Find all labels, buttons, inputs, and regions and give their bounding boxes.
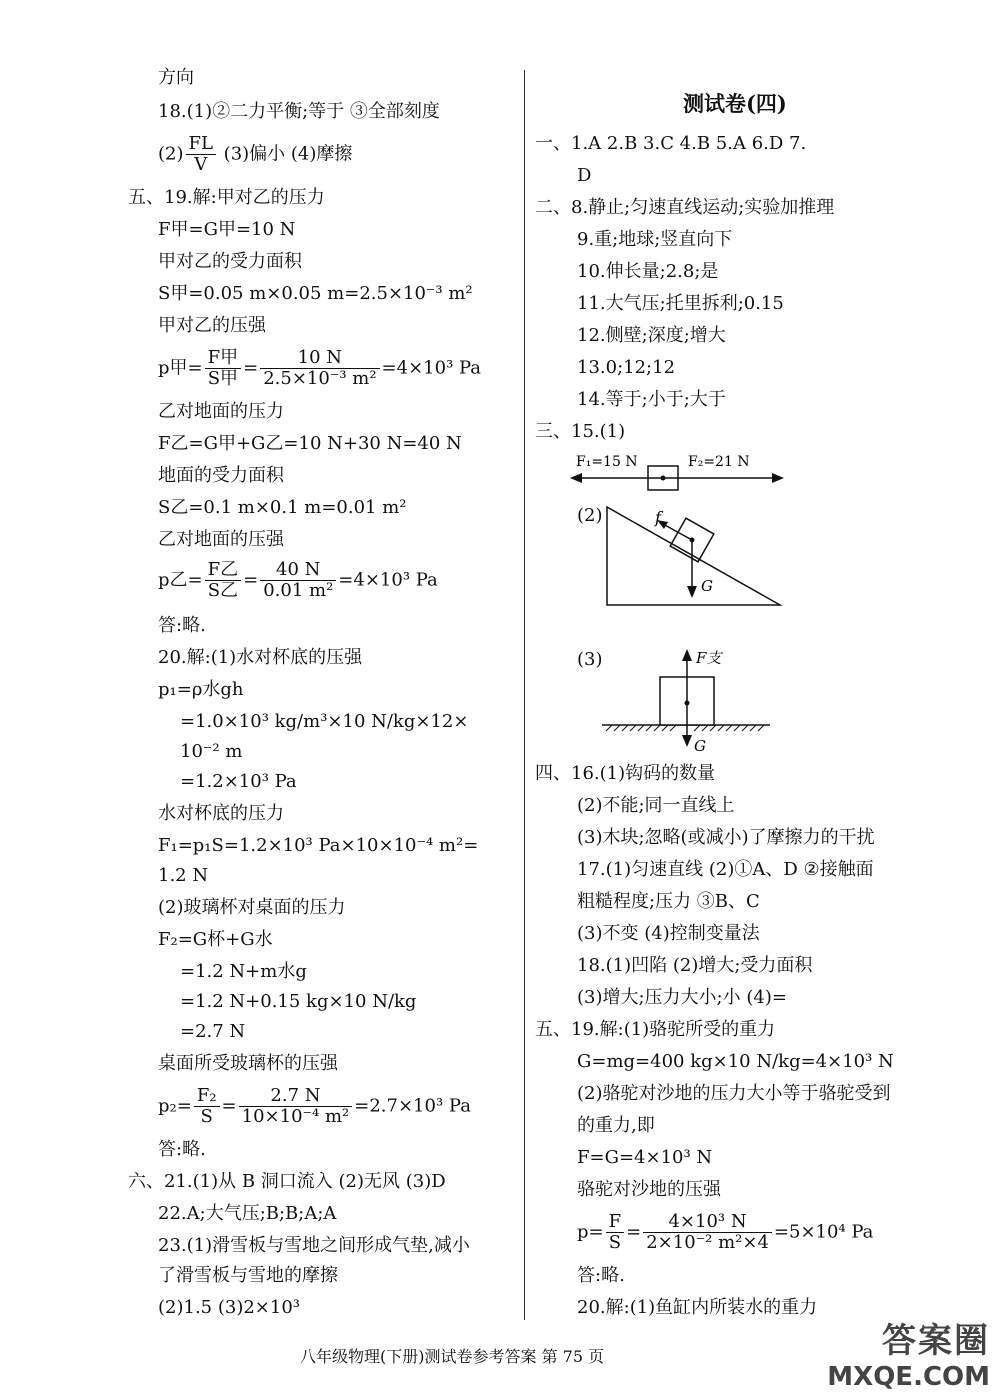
formula-line: 1.2 N — [158, 865, 209, 886]
arrow-left-icon — [570, 473, 582, 483]
text-line: (3)木块;忽略(或减小)了摩擦力的干扰 — [577, 827, 875, 848]
answer-22: 22.A;大气压;B;B;A;A — [158, 1203, 337, 1224]
f2-label: F₂=21 N — [688, 454, 750, 470]
answer-20: 20.解:(1)鱼缸内所装水的重力 — [577, 1297, 818, 1318]
arrow-down-icon — [682, 735, 692, 747]
text-line: 方向 — [158, 67, 194, 88]
text-line: 的重力,即 — [577, 1115, 655, 1136]
text-line: (3)不变 (4)控制变量法 — [577, 923, 760, 944]
arrow-down-icon — [687, 586, 697, 598]
formula-line: p= $\frac{F}{S}$ = $\frac{\text{4×10³ N}}{\text{2×10⁻² m²×4}}$ =5×10⁴ Pa — [577, 1211, 874, 1253]
diagram-incline — [605, 505, 785, 610]
answer-14: 14.等于;小于;大于 — [577, 389, 726, 410]
text-line: 桌面所受玻璃杯的压强 — [158, 1053, 338, 1074]
test-title: 测试卷(四) — [683, 91, 787, 116]
formula-line: G=mg=400 kg×10 N/kg=4×10³ N — [577, 1051, 894, 1072]
text-line: 甲对乙的压强 — [158, 315, 266, 336]
formula-line: S甲=0.05 m×0.05 m=2.5×10⁻³ m² — [158, 283, 473, 304]
text-line: 骆驼对沙地的压强 — [577, 1179, 721, 1200]
formula-line: =2.7 N — [180, 1021, 246, 1042]
answer-18: 18.(1)②二力平衡;等于 ③全部刻度 — [158, 101, 440, 122]
f-label: f — [655, 508, 661, 527]
formula-line: 10⁻² m — [180, 741, 243, 762]
answer-18-2: (2) $\frac{FL}{V}$ (3)偏小 (4)摩擦 — [158, 133, 353, 175]
formula-line: F₂=G杯+G水 — [158, 929, 273, 950]
answer-10: 10.伸长量;2.8;是 — [577, 261, 719, 282]
answer-12: 12.侧壁;深度;增大 — [577, 325, 726, 346]
text-line: 答:略. — [158, 1139, 206, 1160]
answer-17: 17.(1)匀速直线 (2)①A、D ②接触面 — [577, 859, 874, 880]
formula-line: p₂= $\frac{\text{F₂}}{S}$ = $\frac{2.7 N}{\text{10×10⁻⁴ m²}}$ =2.7×10³ Pa — [158, 1085, 471, 1127]
formula-line: =1.0×10³ kg/m³×10 N/kg×12× — [180, 711, 469, 732]
formula-line: S乙=0.1 m×0.1 m=0.01 m² — [158, 497, 407, 518]
answer-9: 9.重;地球;竖直向下 — [577, 229, 733, 250]
formula-line: =1.2 N+0.15 kg×10 N/kg — [180, 991, 417, 1012]
arrow-right-icon — [772, 473, 784, 483]
center-dot — [661, 476, 666, 481]
formula-line: p乙= $\frac{\text{F乙}}{\text{S乙}}$ = $\frac{40 N}{\text{0.01 m²}}$ =4×10³ Pa — [158, 559, 438, 601]
f-support-label: F支 — [696, 649, 722, 667]
answer-20: 20.解:(1)水对杯底的压强 — [158, 647, 363, 668]
text-line: (2)骆驼对沙地的压力大小等于骆驼受到 — [577, 1083, 891, 1104]
fraction: $\frac{FL}{V}$ — [186, 134, 216, 175]
sub-label: (3) — [577, 649, 603, 670]
watermark-logo — [827, 1313, 990, 1392]
g-label: G — [701, 577, 713, 595]
diagram-support-force — [600, 645, 780, 755]
answer-13: 13.0;12;12 — [577, 357, 676, 378]
text-line: 了滑雪板与雪地的摩擦 — [158, 1265, 338, 1286]
section-2-q8: 二、8.静止;匀速直线运动;实验加推理 — [535, 197, 835, 218]
answer-18: 18.(1)凹陷 (2)增大;受力面积 — [577, 955, 813, 976]
text-line: 地面的受力面积 — [158, 465, 284, 486]
ground-hatch — [606, 725, 764, 731]
answer-11: 11.大气压;托里拆利;0.15 — [577, 293, 784, 314]
column-divider — [524, 70, 525, 1320]
formula-line: =1.2 N+m水g — [180, 961, 307, 982]
text-line: (2)玻璃杯对桌面的压力 — [158, 897, 346, 918]
text-line: 乙对地面的压强 — [158, 529, 284, 550]
section-5-q19: 五、19.解:(1)骆驼所受的重力 — [535, 1019, 776, 1040]
text-line: 答:略. — [158, 615, 206, 636]
formula-line: =1.2×10³ Pa — [180, 771, 297, 792]
section-6-q21: 六、21.(1)从 B 洞口流入 (2)无风 (3)D — [128, 1171, 446, 1192]
f1-label: F₁=15 N — [576, 454, 638, 470]
text-line: 水对杯底的压力 — [158, 803, 284, 824]
section-3-q15: 三、15.(1) — [535, 421, 626, 442]
formula-line: F甲=G甲=10 N — [158, 219, 296, 240]
diagram-two-forces — [570, 452, 790, 502]
watermark-bottom: MXQE.COM — [827, 1362, 990, 1392]
text-line: 粗糙程度;压力 ③B、C — [577, 891, 760, 912]
formula-line: p甲= $\frac{\text{F甲}}{\text{S甲}}$ = $\frac{10 N}{\text{2.5×10⁻³ m²}}$ =4×10³ Pa — [158, 347, 482, 389]
text-line: 答:略. — [577, 1265, 625, 1286]
g-label: G — [694, 737, 706, 755]
page-footer: 八年级物理(下册)测试卷参考答案 第 75 页 — [300, 1347, 605, 1366]
watermark-top: 答案圈 — [882, 1321, 990, 1361]
formula-line: F乙=G甲+G乙=10 N+30 N=40 N — [158, 433, 462, 454]
section-5-q19: 五、19.解:甲对乙的压力 — [128, 187, 325, 208]
text-line: 甲对乙的受力面积 — [158, 251, 302, 272]
text-line: 乙对地面的压力 — [158, 401, 284, 422]
section-1-answers: 一、1.A 2.B 3.C 4.B 5.A 6.D 7. — [535, 133, 807, 154]
formula-line: p₁=ρ水gh — [158, 679, 244, 700]
friction-line — [663, 524, 692, 540]
text-line: (3)增大;压力大小;小 (4)= — [577, 987, 787, 1008]
section-4-q16: 四、16.(1)钩码的数量 — [535, 763, 716, 784]
text-line: D — [577, 165, 592, 186]
formula-line: F₁=p₁S=1.2×10³ Pa×10×10⁻⁴ m²= — [158, 835, 479, 856]
arrow-up-icon — [682, 649, 692, 661]
formula-line: F=G=4×10³ N — [577, 1147, 713, 1168]
center-dot — [685, 701, 690, 706]
text-line: (2)1.5 (3)2×10³ — [158, 1297, 300, 1318]
text-line: (2)不能;同一直线上 — [577, 795, 735, 816]
answer-23: 23.(1)滑雪板与雪地之间形成气垫,减小 — [158, 1235, 470, 1256]
sub-label: (2) — [577, 505, 603, 526]
